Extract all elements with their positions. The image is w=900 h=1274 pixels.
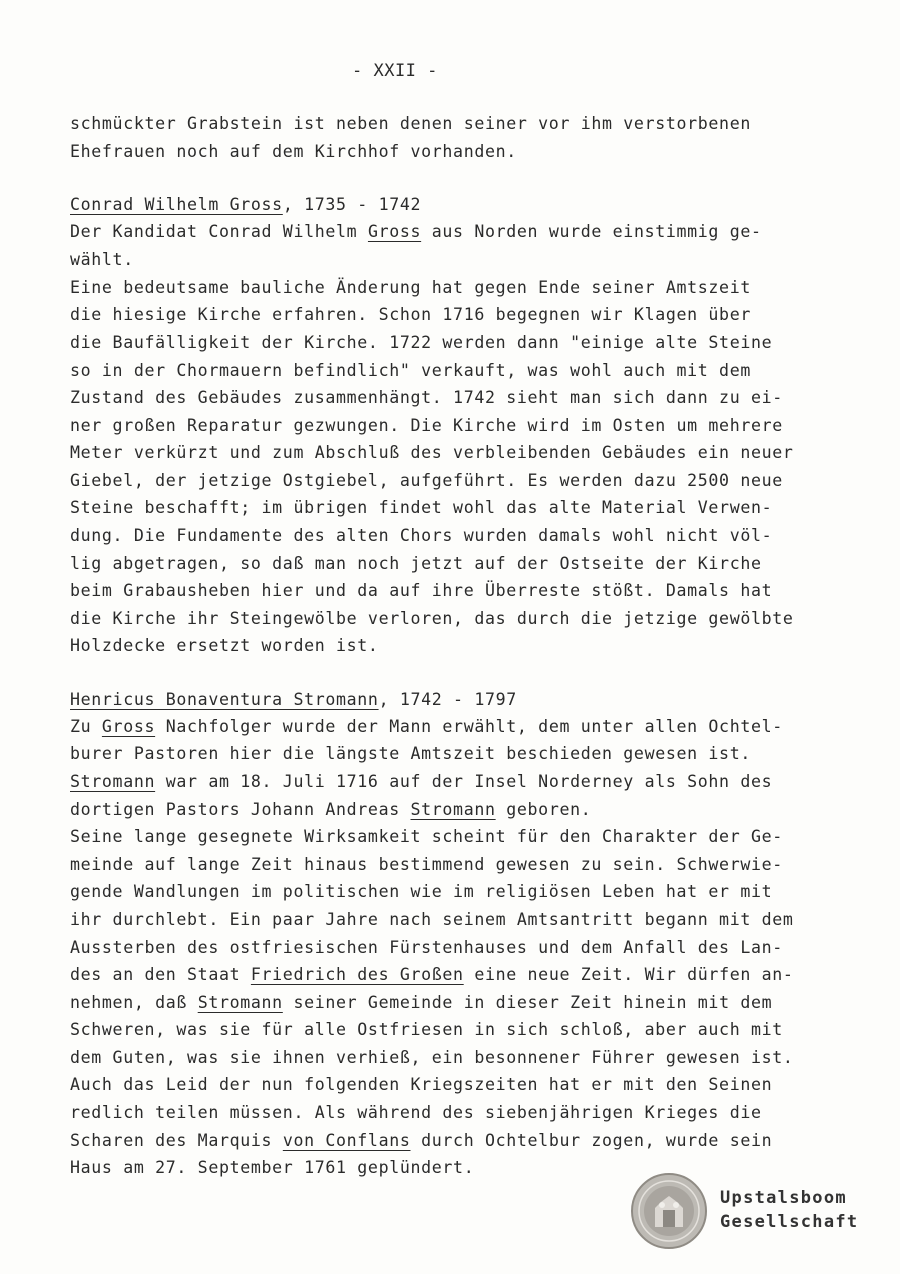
text-segment: , 1735 - 1742 <box>282 195 422 214</box>
section-heading-name: Henricus Bonaventura Stromann <box>70 690 379 709</box>
text-segment: schmückter Grabstein ist neben denen seiner vor ihm verstorbenen <box>70 114 751 133</box>
text-segment: Ehefrauen noch auf dem Kirchhof vorhanden. <box>70 142 517 161</box>
text-line <box>70 442 794 464</box>
text-segment: gende Wandlungen im politischen wie im religiösen Leben hat er mit <box>70 882 773 901</box>
text-line <box>70 608 794 630</box>
text-line <box>70 470 783 492</box>
text-segment: geboren. <box>495 800 592 819</box>
text-line <box>70 580 772 602</box>
text-segment: dung. Die Fundamente des alten Chors wurden damals wohl nicht völ- <box>70 526 773 545</box>
text-segment: so in der Chormauern befindlich" verkauft, was wohl auch mit dem <box>70 361 751 380</box>
text-line <box>70 635 379 657</box>
underlined-name: Gross <box>101 717 156 736</box>
text-segment: burer Pastoren hier die längste Amtszeit beschieden gewesen ist. <box>70 744 751 763</box>
text-segment: dem Guten, was sie ihnen verhieß, ein besonnener Führer gewesen ist. <box>70 1048 794 1067</box>
text-line <box>70 743 751 765</box>
text-segment: Der Kandidat Conrad Wilhelm <box>70 222 368 241</box>
text-segment: die hiesige Kirche erfahren. Schon 1716 begegnen wir Klagen über <box>70 305 751 324</box>
section-heading <box>70 689 517 711</box>
text-line <box>70 332 772 354</box>
text-line <box>70 771 772 793</box>
text-segment: beim Grabausheben hier und da auf ihre Überreste stößt. Damals hat <box>70 581 773 600</box>
text-segment: lig abgetragen, so daß man noch jetzt auf der Ostseite der Kirche <box>70 554 762 573</box>
underlined-name: Stromann <box>197 993 283 1012</box>
text-line <box>70 387 783 409</box>
underlined-name: Stromann <box>410 800 496 819</box>
underlined-name: von Conflans <box>282 1131 411 1150</box>
text-line <box>70 909 794 931</box>
text-line <box>70 992 772 1014</box>
text-segment: Eine bedeutsame bauliche Änderung hat gegen Ende seiner Amtszeit <box>70 278 751 297</box>
text-segment: Haus am 27. September 1761 geplündert. <box>70 1158 475 1177</box>
text-segment: Zu <box>70 717 102 736</box>
page-number: - XXII - <box>352 61 438 81</box>
text-segment: aus Norden wurde einstimmig ge- <box>421 222 762 241</box>
underlined-name: Gross <box>367 222 422 241</box>
text-line <box>70 249 134 271</box>
text-line <box>70 799 591 821</box>
text-segment: redlich teilen müssen. Als während des siebenjährigen Krieges die <box>70 1103 762 1122</box>
text-line <box>70 1074 772 1096</box>
text-segment: dortigen Pastors Johann Andreas <box>70 800 411 819</box>
society-brand <box>720 1186 858 1234</box>
text-line <box>70 497 772 519</box>
text-segment: eine neue Zeit. Wir dürfen an- <box>463 965 794 984</box>
brand-line-1: Upstalsboom <box>720 1188 847 1208</box>
text-segment: , 1742 - 1797 <box>378 690 517 709</box>
text-segment: Aussterben des ostfriesischen Fürstenhauses und dem Anfall des Lan- <box>70 938 783 957</box>
text-segment: Steine beschafft; im übrigen findet wohl das alte Material Verwen- <box>70 498 773 517</box>
text-segment: Giebel, der jetzige Ostgiebel, aufgeführt. Es werden dazu 2500 neue <box>70 471 783 490</box>
text-line <box>70 221 762 243</box>
society-seal-icon <box>630 1172 708 1250</box>
text-segment: war am 18. Juli 1716 auf der Insel Norderney als Sohn des <box>155 772 773 791</box>
text-segment: Zustand des Gebäudes zusammenhängt. 1742 sieht man sich dann zu ei- <box>70 388 783 407</box>
text-segment: meinde auf lange Zeit hinaus bestimmend gewesen zu sein. Schwerwie- <box>70 855 783 874</box>
text-line <box>70 937 783 959</box>
text-line <box>70 1102 762 1124</box>
text-segment: Schweren, was sie für alle Ostfriesen in sich schloß, aber auch mit <box>70 1020 783 1039</box>
text-line <box>70 141 517 163</box>
text-segment: Scharen des Marquis <box>70 1131 283 1150</box>
text-line <box>70 525 772 547</box>
document-page <box>70 0 870 1274</box>
text-segment: die Kirche ihr Steingewölbe verloren, das durch die jetzige gewölbte <box>70 609 794 628</box>
text-segment: seiner Gemeinde in dieser Zeit hinein mit dem <box>282 993 773 1012</box>
text-line <box>70 1130 772 1152</box>
text-line <box>70 1047 794 1069</box>
text-line <box>70 415 783 437</box>
section-heading-name: Conrad Wilhelm Gross <box>70 195 283 214</box>
text-segment: Nachfolger wurde der Mann erwählt, dem unter allen Ochtel- <box>155 717 783 736</box>
text-segment: des an den Staat <box>70 965 251 984</box>
text-line <box>70 716 783 738</box>
text-segment: Holzdecke ersetzt worden ist. <box>70 636 379 655</box>
text-line <box>70 277 751 299</box>
text-line <box>70 826 783 848</box>
text-segment: Meter verkürzt und zum Abschluß des verbleibenden Gebäudes ein neuer <box>70 443 794 462</box>
text-line <box>70 964 794 986</box>
text-segment: nehmen, daß <box>70 993 198 1012</box>
section-heading <box>70 194 421 216</box>
text-segment: durch Ochtelbur zogen, wurde sein <box>410 1131 773 1150</box>
brand-line-2: Gesellschaft <box>720 1212 859 1232</box>
underlined-name: Stromann <box>70 772 156 791</box>
text-segment: Seine lange gesegnete Wirksamkeit scheint für den Charakter der Ge- <box>70 827 783 846</box>
text-line <box>70 854 783 876</box>
text-segment: die Baufälligkeit der Kirche. 1722 werden dann "einige alte Steine <box>70 333 773 352</box>
text-line <box>70 360 751 382</box>
text-segment: ner großen Reparatur gezwungen. Die Kirche wird im Osten um mehrere <box>70 416 783 435</box>
text-segment: Auch das Leid der nun folgenden Kriegszeiten hat er mit den Seinen <box>70 1075 773 1094</box>
text-segment: wählt. <box>70 250 134 269</box>
text-line <box>70 304 751 326</box>
text-line <box>70 1019 783 1041</box>
underlined-name: Friedrich des Großen <box>250 965 464 984</box>
text-line <box>70 881 772 903</box>
text-line <box>70 1157 474 1179</box>
text-line <box>70 113 751 135</box>
text-line <box>70 553 762 575</box>
text-segment: ihr durchlebt. Ein paar Jahre nach seinem Amtsantritt begann mit dem <box>70 910 794 929</box>
